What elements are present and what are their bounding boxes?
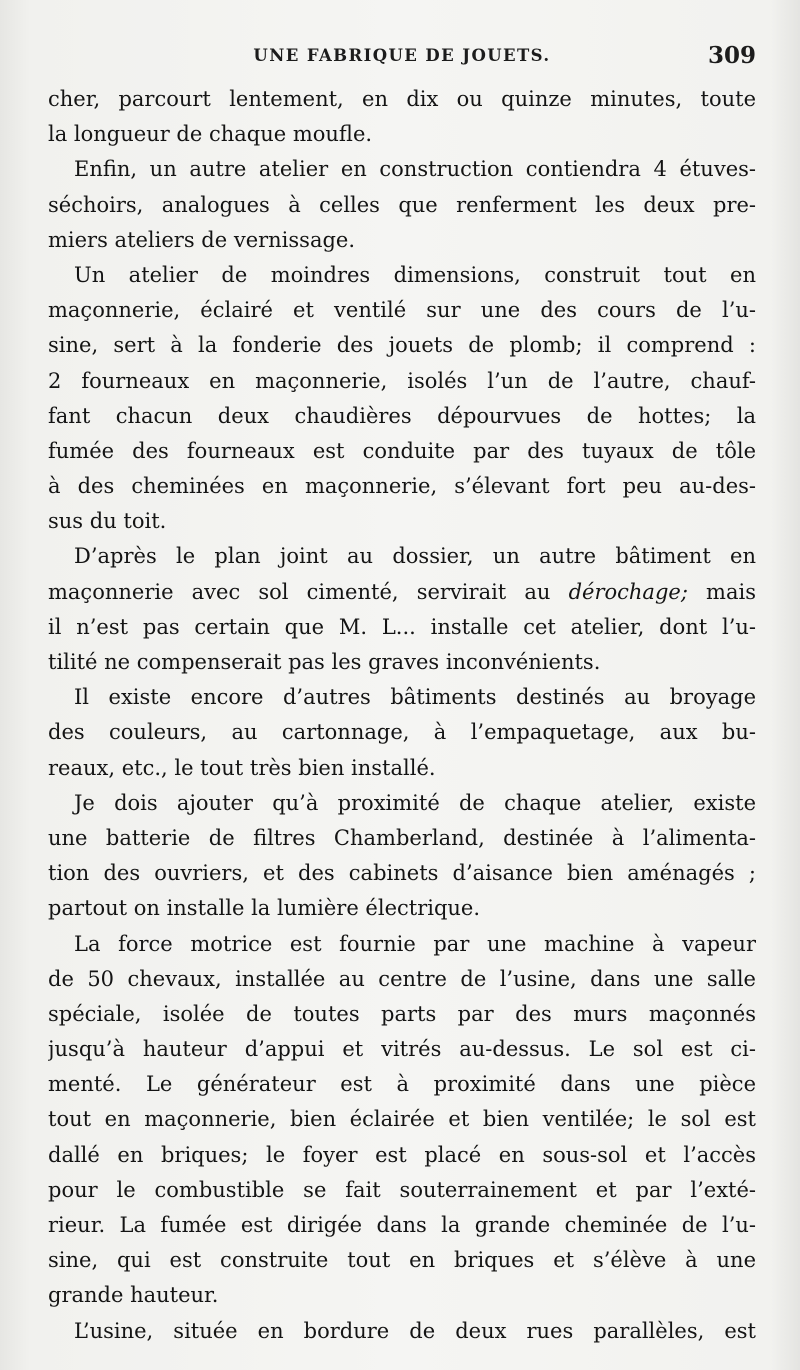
text-line <box>48 856 756 891</box>
text-segment: sine, qui est construite tout en briques et s’élève à une <box>48 1248 756 1273</box>
text-line <box>48 1067 756 1102</box>
text-line <box>48 539 756 574</box>
text-segment: cher, parcourt lentement, en dix ou quinze minutes, toute <box>48 87 756 111</box>
text-segment: pour le combustible se fait souterrainement et par l’exté- <box>48 1177 756 1202</box>
text-segment: partout on installe la lumière électrique. <box>48 896 481 921</box>
text-segment: miers ateliers de vernissage. <box>48 227 356 252</box>
text-segment: tion des ouvriers, et des cabinets d’aisance bien aménagés ; <box>48 861 756 886</box>
text-segment: rieur. La fumée est dirigée dans la grande cheminée de l’u- <box>48 1213 756 1237</box>
text-segment: sine, sert à la fonderie des jouets de plomb; il comprend : <box>48 333 756 358</box>
text-segment: maçonnerie, éclairé et ventilé sur une des cours de l’u- <box>48 298 756 323</box>
text-line <box>48 328 756 363</box>
text-line <box>48 434 756 469</box>
text-segment: tilité ne compenserait pas les graves inconvénients. <box>48 650 601 674</box>
running-title: UNE FABRIQUE DE JOUETS. <box>253 46 551 65</box>
text-segment: mais <box>687 579 756 604</box>
body-text <box>48 82 756 1349</box>
text-segment: fumée des fourneaux est conduite par des tuyaux de tôle <box>48 438 756 463</box>
text-segment: il n’est pas certain que M. L... installe cet atelier, dont l’u- <box>48 614 756 639</box>
text-line <box>48 399 756 434</box>
text-line <box>48 1173 756 1208</box>
text-segment: une batterie de filtres Chamberland, destinée à l’alimenta- <box>48 825 756 850</box>
text-segment: spéciale, isolée de toutes parts par des murs maçonnés <box>48 1001 756 1026</box>
text-line <box>48 258 756 293</box>
text-line <box>48 188 756 223</box>
text-line <box>48 117 756 152</box>
text-line <box>48 504 756 539</box>
text-line <box>48 364 756 399</box>
text-segment: séchoirs, analogues à celles que renferment les deux pre- <box>48 192 756 217</box>
text-line <box>48 293 756 328</box>
text-segment: Un atelier de moindres dimensions, construit tout en <box>74 262 756 287</box>
text-line <box>48 1138 756 1173</box>
text-segment: reaux, etc., le tout très bien installé. <box>48 755 436 780</box>
text-line <box>48 1102 756 1137</box>
text-line <box>48 469 756 504</box>
text-line <box>48 223 756 258</box>
page-number: 309 <box>707 42 756 69</box>
text-line <box>48 152 756 187</box>
text-segment: menté. Le générateur est à proximité dans une pièce <box>48 1072 756 1097</box>
text-segment: L’usine, située en bordure de deux rues parallèles, est <box>74 1318 756 1343</box>
text-line <box>48 1314 756 1349</box>
text-segment: jusqu’à hauteur d’appui et vitrés au-dessus. Le sol est ci- <box>48 1037 756 1062</box>
page-header <box>48 40 756 76</box>
text-line <box>48 751 756 786</box>
text-segment: dallé en briques; le foyer est placé en sous-sol et l’accès <box>48 1142 756 1167</box>
text-segment: grande hauteur. <box>48 1283 219 1308</box>
text-segment: de 50 chevaux, installée au centre de l’usine, dans une salle <box>48 966 756 991</box>
text-segment: la longueur de chaque moufle. <box>48 122 373 147</box>
text-line <box>48 891 756 926</box>
text-segment: La force motrice est fournie par une machine à vapeur <box>74 931 756 956</box>
text-line <box>48 786 756 821</box>
text-line <box>48 1032 756 1067</box>
text-segment: sus du toit. <box>48 509 167 534</box>
text-line <box>48 680 756 715</box>
text-segment: D’après le plan joint au dossier, un autre bâtiment en <box>74 544 756 569</box>
italic-term: dérochage; <box>568 579 688 604</box>
text-segment: 2 fourneaux en maçonnerie, isolés l’un de l’autre, chauf- <box>48 368 756 393</box>
text-segment: Il existe encore d’autres bâtiments destinés au broyage <box>74 685 756 710</box>
text-line <box>48 1278 756 1313</box>
text-line <box>48 927 756 962</box>
text-line <box>48 645 756 680</box>
text-line <box>48 997 756 1032</box>
text-segment: à des cheminées en maçonnerie, s’élevant fort peu au-des- <box>48 474 756 499</box>
text-line <box>48 82 756 117</box>
text-segment: fant chacun deux chaudières dépourvues de hottes; la <box>48 403 756 428</box>
text-line <box>48 1208 756 1243</box>
text-line <box>48 821 756 856</box>
text-segment: tout en maçonnerie, bien éclairée et bien ventilée; le sol est <box>48 1107 756 1132</box>
text-segment: des couleurs, au cartonnage, à l’empaquetage, aux bu- <box>48 720 756 745</box>
text-line <box>48 1243 756 1278</box>
text-segment: maçonnerie avec sol cimenté, servirait au <box>48 579 569 604</box>
text-line <box>48 575 756 610</box>
text-line <box>48 610 756 645</box>
text-line <box>48 715 756 750</box>
text-line <box>48 962 756 997</box>
text-segment: Enfin, un autre atelier en construction contiendra 4 étuves- <box>74 157 756 182</box>
text-segment: Je dois ajouter qu’à proximité de chaque atelier, existe <box>74 790 756 815</box>
